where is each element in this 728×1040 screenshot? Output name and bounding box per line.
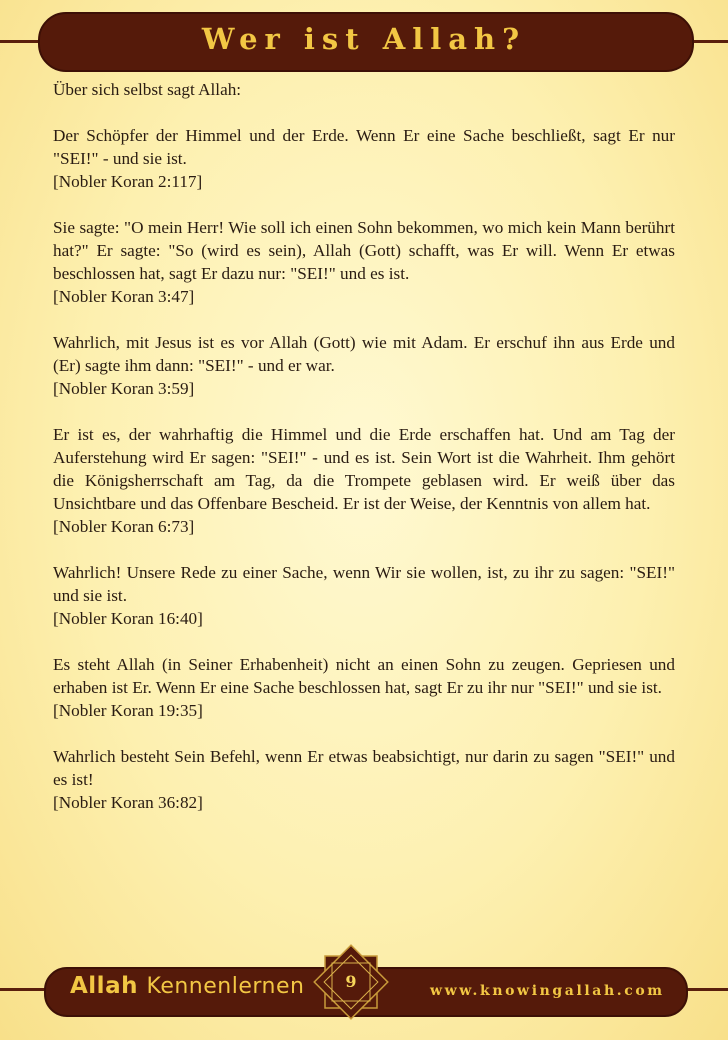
brand-word-allah: Allah <box>70 973 138 999</box>
passage-reference: [Nobler Koran 19:35] <box>53 701 203 720</box>
passage-text: Er ist es, der wahrhaftig die Himmel und die Erde erschaffen hat. Und am Tag der Auferstehung wird Er sagen: "SEI!" - und es ist. Sein Wort ist die Wahrheit. Ihm gehört die Königsherrschaft am Tag, da die Trompete geblasen wird. Er weiß über das Unsichtbare und das Offenbare Bescheid. Er ist der Weise, der Kenntnis von allem hat. <box>53 425 675 513</box>
passage <box>53 561 675 630</box>
brand-word-kennenlernen: Kennenlernen <box>146 974 305 999</box>
brand-logo <box>70 973 304 999</box>
passage <box>53 331 675 400</box>
page-footer <box>0 950 728 1040</box>
passage-reference: [Nobler Koran 36:82] <box>53 793 203 812</box>
passage <box>53 124 675 193</box>
passage <box>53 653 675 722</box>
passage <box>53 745 675 814</box>
passage-reference: [Nobler Koran 2:117] <box>53 172 203 191</box>
intro-line: Über sich selbst sagt Allah: <box>53 80 242 99</box>
main-text <box>53 78 675 837</box>
page-title: Wer ist Allah? <box>201 22 527 56</box>
passage-reference: [Nobler Koran 6:73] <box>53 517 195 536</box>
passage-text: Wahrlich! Unsere Rede zu einer Sache, wenn Wir sie wollen, ist, zu ihr zu sagen: "SEI!" und sie ist. <box>53 563 675 605</box>
website-url: www.knowingallah.com <box>430 983 665 999</box>
passage-text: Sie sagte: "O mein Herr! Wie soll ich einen Sohn bekommen, wo mich kein Mann berührt hat?" Er sagte: "So (wird es sein), Allah (Gott) schafft, was Er will. Wenn Er etwas beschlossen hat, sagt Er dazu nur: "SEI!" und es ist. <box>53 218 675 283</box>
passage-reference: [Nobler Koran 16:40] <box>53 609 203 628</box>
passage-reference: [Nobler Koran 3:47] <box>53 287 195 306</box>
passage <box>53 216 675 308</box>
passage <box>53 423 675 538</box>
passage-reference: [Nobler Koran 3:59] <box>53 379 195 398</box>
passage-text: Wahrlich besteht Sein Befehl, wenn Er etwas beabsichtigt, nur darin zu sagen "SEI!" und es ist! <box>53 747 675 789</box>
page-number: 9 <box>345 972 357 991</box>
page-header <box>0 0 728 70</box>
passage-text: Wahrlich, mit Jesus ist es vor Allah (Gott) wie mit Adam. Er erschuf ihn aus Erde und (Er) sagte ihm dann: "SEI!" - und er war. <box>53 333 675 375</box>
passage-text: Der Schöpfer der Himmel und der Erde. Wenn Er eine Sache beschließt, sagt Er nur "SEI!" - und sie ist. <box>53 126 675 168</box>
passage-text: Es steht Allah (in Seiner Erhabenheit) nicht an einen Sohn zu zeugen. Gepriesen und erhaben ist Er. Wenn Er eine Sache beschlossen hat, sagt Er zu ihr nur "SEI!" und sie ist. <box>53 655 675 697</box>
